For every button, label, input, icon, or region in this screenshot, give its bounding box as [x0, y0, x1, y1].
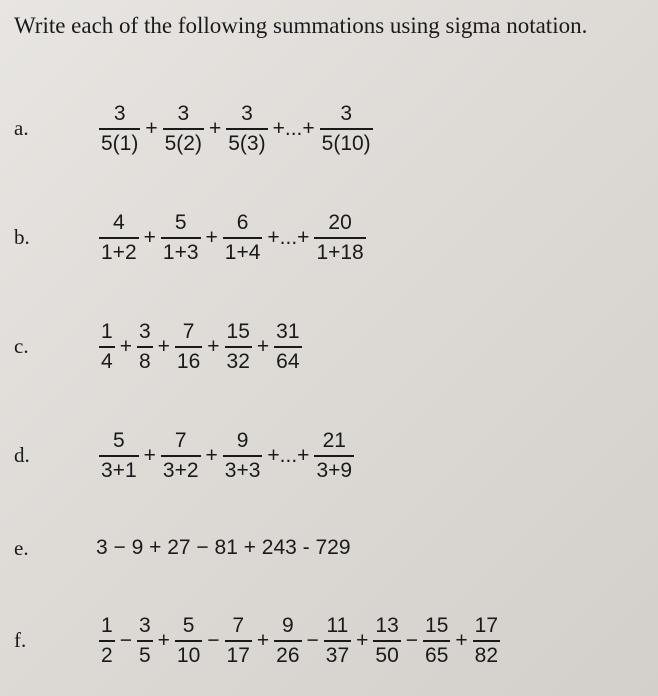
denominator: 1+2: [101, 241, 137, 264]
fraction-bar: [274, 640, 301, 642]
numerator: 20: [328, 211, 352, 234]
problem-letter: c.: [14, 334, 29, 358]
numerator: 1: [101, 614, 113, 637]
fraction-bar: [99, 128, 140, 130]
numerator: 3: [241, 102, 253, 125]
problem-expression: [96, 614, 503, 668]
operator: +: [157, 335, 170, 358]
fraction-bar: [324, 640, 351, 642]
problem-expression: 3 − 9 + 27 − 81 + 243 - 729: [96, 536, 351, 559]
fraction: [99, 211, 139, 265]
problem-expression: [96, 429, 357, 483]
denominator: 26: [276, 644, 300, 667]
fraction-bar: [137, 640, 153, 642]
operator: +...+: [267, 226, 310, 249]
fraction-bar: [161, 455, 201, 457]
denominator: 32: [226, 350, 250, 373]
numerator: 3: [340, 102, 352, 125]
problem-letter: b.: [14, 225, 30, 249]
fraction-bar: [473, 640, 500, 642]
numerator: 13: [375, 614, 399, 637]
denominator: 5(3): [228, 132, 266, 155]
numerator: 9: [236, 429, 249, 452]
problem-letter: e.: [14, 536, 29, 560]
problem-expression: [96, 211, 369, 265]
problem-letter: a.: [14, 116, 29, 140]
denominator: 5: [138, 644, 151, 667]
fraction: [161, 429, 201, 483]
denominator: 37: [325, 644, 350, 667]
denominator: 1+18: [316, 241, 364, 264]
fraction-bar: [314, 237, 365, 239]
problem-letter: d.: [14, 443, 30, 467]
numerator: 7: [174, 429, 187, 452]
denominator: 2: [101, 644, 113, 667]
operator: +: [205, 226, 218, 249]
numerator: 15: [425, 614, 449, 637]
fraction: [225, 614, 252, 668]
operator: −: [119, 629, 132, 652]
fraction: [137, 614, 153, 668]
fraction: [99, 429, 139, 483]
fraction: [99, 320, 115, 374]
numerator: 7: [232, 614, 245, 637]
denominator: 5(2): [164, 132, 202, 155]
fraction: [99, 614, 115, 668]
page-title: Write each of the following summations using sigma notation.: [14, 13, 588, 38]
numerator: 21: [322, 429, 346, 452]
denominator: 5(10): [321, 132, 371, 155]
numerator: 7: [182, 320, 195, 343]
fraction: [320, 102, 373, 156]
fraction-bar: [423, 640, 450, 642]
numerator: 3: [177, 102, 190, 125]
operator: +...+: [267, 444, 310, 467]
fraction-bar: [373, 640, 400, 642]
fraction: [226, 102, 267, 156]
problem-letter: f.: [14, 628, 27, 652]
fraction-bar: [223, 237, 263, 239]
fraction-bar: [314, 455, 354, 457]
fraction-bar: [225, 640, 252, 642]
fraction: [223, 211, 263, 265]
denominator: 17: [226, 644, 250, 667]
fraction: [163, 102, 204, 156]
fraction-bar: [175, 640, 202, 642]
fraction: [223, 429, 263, 483]
numerator: 1: [101, 320, 113, 343]
denominator: 5(1): [101, 132, 139, 155]
fraction-bar: [99, 346, 115, 348]
denominator: 1+4: [224, 241, 261, 264]
denominator: 3+9: [316, 459, 353, 482]
denominator: 10: [176, 644, 201, 667]
fraction-bar: [320, 128, 373, 130]
numerator: 9: [281, 614, 294, 637]
fraction-bar: [99, 455, 139, 457]
fraction: [99, 102, 140, 156]
numerator: 5: [112, 429, 125, 452]
denominator: 82: [474, 644, 499, 667]
fraction: [274, 614, 301, 668]
operator: +: [256, 629, 270, 652]
problem-expression: [96, 102, 376, 156]
fraction-bar: [137, 346, 153, 348]
operator: +: [208, 117, 222, 140]
numerator: 3: [138, 614, 151, 637]
fraction: [473, 614, 500, 668]
denominator: 65: [425, 644, 449, 667]
fraction-bar: [99, 237, 139, 239]
operator: +: [455, 629, 468, 652]
fraction: [423, 614, 450, 668]
fraction-bar: [175, 346, 202, 348]
operator: +: [157, 629, 170, 652]
denominator: 4: [101, 350, 113, 373]
numerator: 31: [276, 320, 300, 343]
numerator: 15: [226, 320, 250, 343]
denominator: 3+1: [101, 459, 137, 482]
denominator: 50: [375, 644, 399, 667]
operator: +: [143, 444, 156, 467]
fraction: [225, 320, 252, 374]
fraction: [373, 614, 400, 668]
denominator: 8: [138, 350, 151, 373]
numerator: 5: [182, 614, 195, 637]
denominator: 1+3: [162, 241, 199, 264]
numerator: 17: [474, 614, 499, 637]
operator: +: [207, 335, 220, 358]
fraction-bar: [99, 640, 115, 642]
operator: +: [119, 335, 132, 358]
fraction: [161, 211, 201, 265]
fraction-bar: [223, 455, 263, 457]
numerator: 3: [138, 320, 151, 343]
denominator: 64: [276, 350, 300, 373]
numerator: 3: [113, 102, 126, 125]
numerator: 11: [326, 614, 349, 637]
fraction-bar: [226, 128, 267, 130]
problem-expression: [96, 320, 305, 374]
fraction: [137, 320, 153, 374]
operator: +: [145, 117, 158, 140]
operator: −: [405, 629, 419, 652]
fraction-bar: [163, 128, 204, 130]
fraction-bar: [225, 346, 252, 348]
operator: +: [143, 226, 156, 249]
fraction: [314, 211, 365, 265]
numerator: 4: [112, 211, 125, 234]
fraction: [324, 614, 351, 668]
denominator: 3+2: [162, 459, 199, 482]
operator: +: [356, 629, 369, 652]
numerator: 6: [236, 211, 249, 234]
denominator: 3+3: [224, 459, 261, 482]
operator: +: [205, 444, 218, 467]
operator: +: [256, 335, 270, 358]
denominator: 16: [176, 350, 201, 373]
fraction: [274, 320, 301, 374]
operator: −: [207, 629, 220, 652]
fraction-bar: [274, 346, 301, 348]
fraction: [175, 614, 202, 668]
fraction-bar: [161, 237, 201, 239]
fraction: [175, 320, 202, 374]
operator: +...+: [272, 117, 315, 140]
numerator: 5: [174, 211, 187, 234]
operator: −: [306, 629, 319, 652]
fraction: [314, 429, 354, 483]
